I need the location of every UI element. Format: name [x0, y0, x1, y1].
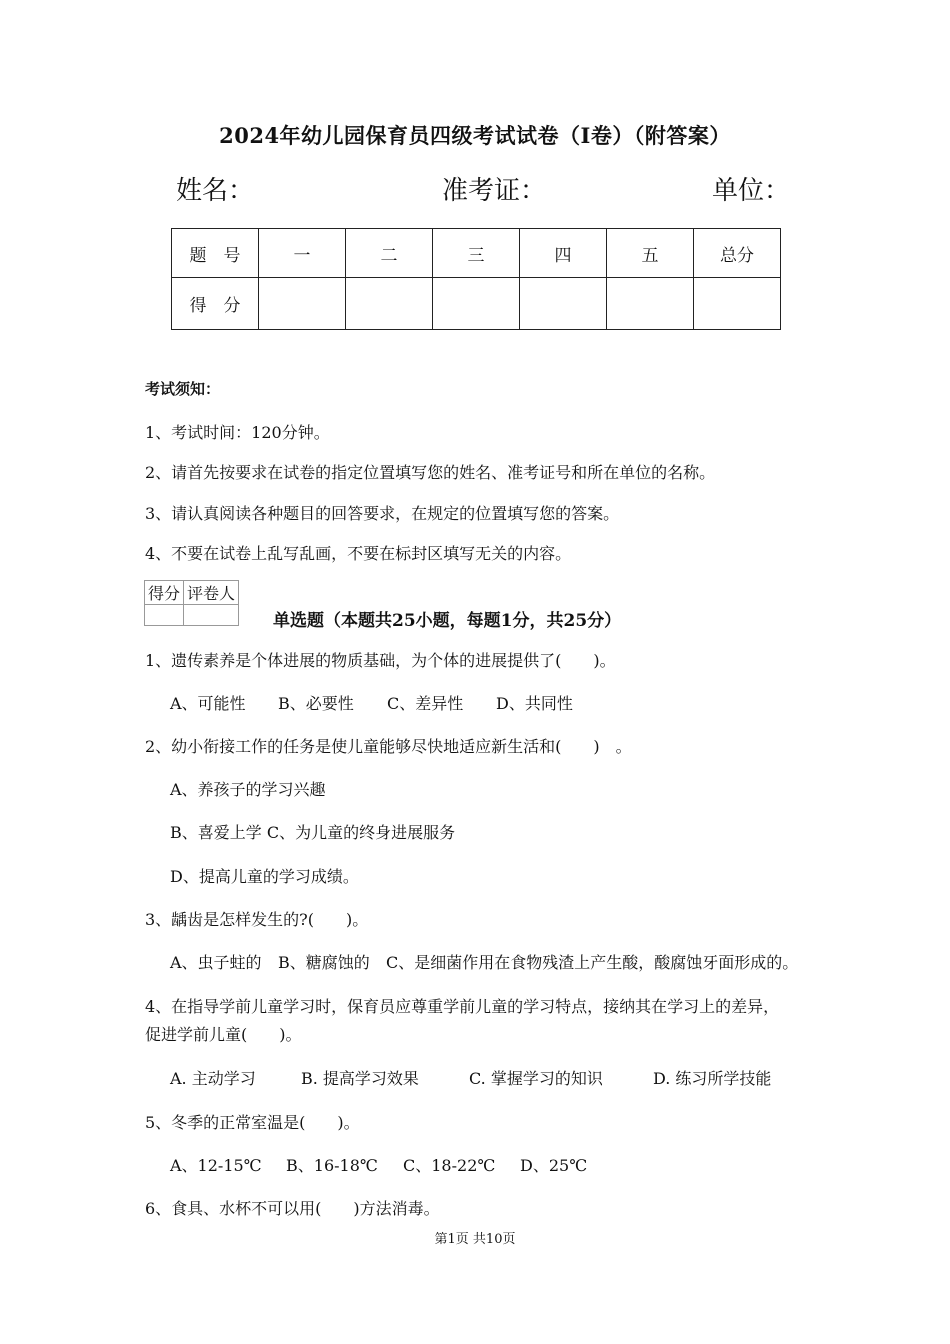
notice-item: 3、请认真阅读各种题目的回答要求，在规定的位置填写您的答案。: [145, 504, 620, 523]
question-1-options: [170, 691, 573, 714]
question-2-option-d: D、提高儿童的学习成绩。: [170, 867, 359, 886]
score-cell-header: 三: [433, 229, 520, 278]
option: D、25℃: [520, 1156, 588, 1175]
question-6: 6、食具、水杯不可以用( )方法消毒。: [145, 1199, 440, 1218]
score-cell-header: 四: [520, 229, 607, 278]
option: C. 掌握学习的知识: [469, 1069, 603, 1088]
option: B. 提高学习效果: [301, 1069, 419, 1088]
notice-item: 4、不要在试卷上乱写乱画，不要在标封区填写无关的内容。: [145, 544, 572, 563]
notice-heading: 考试须知：: [145, 380, 221, 398]
grader-score-blank[interactable]: [145, 605, 184, 626]
option: D. 练习所学技能: [653, 1069, 772, 1088]
score-cell-blank[interactable]: [433, 278, 520, 330]
score-cell-blank[interactable]: [346, 278, 433, 330]
score-cell-blank[interactable]: [607, 278, 694, 330]
question-2: 2、幼小衔接工作的任务是使儿童能够尽快地适应新生活和( ) 。: [145, 737, 632, 756]
option: A、可能性: [170, 694, 246, 713]
notice-item: 1、考试时间：120分钟。: [145, 423, 330, 442]
option: C、18-22℃: [403, 1156, 496, 1175]
score-cell-header: 二: [346, 229, 433, 278]
question-3-options: [170, 950, 798, 973]
question-5-options: [170, 1153, 587, 1176]
score-cell-label: 题 号: [172, 229, 259, 278]
score-table-header-row: [172, 229, 781, 278]
question-1: 1、遗传素养是个体进展的物质基础，为个体的进展提供了( )。: [145, 651, 616, 670]
question-4-line-1: 4、在指导学前儿童学习时，保育员应尊重学前儿童的学习特点，接纳其在学习上的差异，: [145, 997, 780, 1016]
question-2-option-a: A、养孩子的学习兴趣: [170, 780, 326, 799]
score-cell-blank[interactable]: [259, 278, 346, 330]
notice-item: 2、请首先按要求在试卷的指定位置填写您的姓名、准考证号和所在单位的名称。: [145, 463, 716, 482]
name-field-label: 姓名：: [176, 176, 255, 206]
score-cell-header: 五: [607, 229, 694, 278]
option: C、差异性: [387, 694, 464, 713]
section-title: 单选题（本题共25小题，每题1分，共25分）: [273, 611, 622, 631]
ticket-field-label: 准考证：: [442, 176, 547, 206]
grader-box: [144, 580, 239, 626]
score-cell-blank[interactable]: [694, 278, 781, 330]
score-table-score-row: [172, 278, 781, 330]
score-cell-header: 一: [259, 229, 346, 278]
question-4-options: [170, 1066, 771, 1089]
option: D、共同性: [496, 694, 573, 713]
question-5: 5、冬季的正常室温是( )。: [145, 1113, 360, 1132]
grader-name-blank[interactable]: [184, 605, 239, 626]
question-3: 3、龋齿是怎样发生的?( )。: [145, 910, 369, 929]
grader-score-label: 得分: [145, 581, 184, 605]
score-table: [171, 228, 781, 330]
option: A. 主动学习: [170, 1069, 256, 1088]
option: C、是细菌作用在食物残渣上产生酸，酸腐蚀牙面形成的。: [386, 953, 799, 972]
page-footer: 第1页 共10页: [434, 1232, 516, 1247]
option: A、虫子蛀的: [170, 953, 262, 972]
question-2-option-bc: B、喜爱上学 C、为儿童的终身进展服务: [170, 823, 456, 842]
option: B、16-18℃: [286, 1156, 378, 1175]
score-cell-label: 得 分: [172, 278, 259, 330]
grader-name-label: 评卷人: [184, 581, 239, 605]
question-4-line-2: 促进学前儿童( )。: [145, 1025, 302, 1044]
option: B、糖腐蚀的: [278, 953, 370, 972]
option: B、必要性: [278, 694, 354, 713]
page-title: 2024年幼儿园保育员四级考试试卷（I卷）（附答案）: [219, 123, 731, 148]
score-cell-blank[interactable]: [520, 278, 607, 330]
score-cell-header: 总分: [694, 229, 781, 278]
unit-field-label: 单位：: [712, 176, 791, 206]
option: A、12-15℃: [170, 1156, 262, 1175]
